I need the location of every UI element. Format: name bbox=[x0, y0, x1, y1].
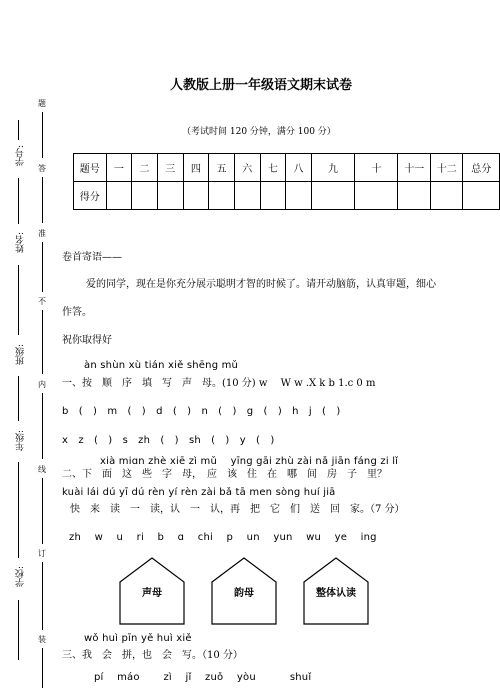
side-underline bbox=[18, 120, 19, 140]
binding-line bbox=[42, 562, 43, 630]
score-table-header-cell: 七 bbox=[260, 154, 286, 182]
q2-letters: zh w u ri b ɑ chi p un yun wu ye ing bbox=[69, 532, 377, 543]
side-char-bu: 不 bbox=[38, 297, 46, 306]
score-cell[interactable] bbox=[157, 182, 183, 210]
intro-line-2: 作答。 bbox=[62, 307, 92, 318]
q2-pinyin: xià miɑn zhè xiē zì mǔ yīng gāi zhù zài nǎ jiān fáng zi lǐ bbox=[100, 456, 399, 467]
intro-line-3: 祝你取得好 bbox=[62, 335, 112, 346]
house-shengmu[interactable] bbox=[119, 557, 185, 625]
score-table-header-cell: 八 bbox=[286, 154, 312, 182]
exam-title: 人教版上册一年级语文期末试卷 bbox=[170, 78, 353, 93]
score-table-header-cell: 题号 bbox=[74, 154, 107, 182]
intro-line-1: 爱的同学，现在是你充分展示聪明才智的时候了。请开动脑筋，认真审题，细心 bbox=[86, 279, 436, 290]
binding-line bbox=[42, 242, 43, 292]
binding-line bbox=[42, 310, 43, 374]
score-cell[interactable] bbox=[463, 182, 500, 210]
q2-instruction: 二、下 面 这 些 字 母， 应 该 住 在 哪 间 房 子 里？ bbox=[62, 469, 387, 480]
score-table-header-cell: 九 bbox=[311, 154, 354, 182]
score-cell[interactable] bbox=[355, 182, 398, 210]
score-cell[interactable] bbox=[398, 182, 431, 210]
side-label-student-id: 学号: bbox=[16, 145, 26, 167]
side-label-class: 班级: bbox=[16, 344, 26, 366]
score-table-header-cell: 十二 bbox=[430, 154, 463, 182]
score-cell[interactable] bbox=[132, 182, 158, 210]
q1-pinyin: àn shùn xù tián xiě shēng mǔ bbox=[84, 360, 239, 371]
side-char-xian: 线 bbox=[38, 465, 46, 474]
q2-pinyin-2: kuài lái dú yī dú rèn yí rèn zài bǎ tā men sòng huí jiā bbox=[62, 487, 336, 498]
q3-instruction: 三、我 会 拼，也 会 写。（10 分） bbox=[62, 650, 243, 661]
side-underline bbox=[18, 600, 19, 660]
intro-heading: 卷首寄语—— bbox=[62, 252, 122, 263]
exam-subtitle: （考试时间 120 分钟，满分 100 分） bbox=[182, 127, 336, 137]
score-cell[interactable] bbox=[183, 182, 209, 210]
side-char-nei: 内 bbox=[38, 380, 46, 389]
house-label: 声母 bbox=[142, 588, 162, 599]
score-table-row-label: 得分 bbox=[74, 182, 107, 210]
q3-pinyin: wǒ huì pīn yě huì xiě bbox=[84, 633, 192, 644]
side-char-da: 答 bbox=[38, 164, 46, 173]
house-yunmu[interactable] bbox=[211, 557, 277, 625]
score-table-header-cell: 五 bbox=[209, 154, 235, 182]
score-table-header-cell: 十一 bbox=[398, 154, 431, 182]
q2-instruction-2: 快 来 读 一 读，认 一 认，再 把 它 们 送 回 家。（7 分） bbox=[70, 504, 405, 515]
score-table-header-cell: 三 bbox=[157, 154, 183, 182]
score-table-header-cell: 一 bbox=[106, 154, 132, 182]
score-cell[interactable] bbox=[311, 182, 354, 210]
binding-line bbox=[42, 177, 43, 223]
score-cell[interactable] bbox=[260, 182, 286, 210]
side-char-zhuang: 装 bbox=[38, 635, 46, 644]
binding-line bbox=[42, 648, 43, 688]
binding-line bbox=[42, 112, 43, 158]
side-label-grade: 年级: bbox=[16, 430, 26, 452]
score-cell[interactable] bbox=[234, 182, 260, 210]
score-table-header-row bbox=[74, 154, 500, 182]
side-char-ti: 题 bbox=[38, 99, 46, 108]
binding-line bbox=[42, 393, 43, 459]
score-table-header-cell: 十 bbox=[355, 154, 398, 182]
score-cell[interactable] bbox=[286, 182, 312, 210]
score-table-header-cell: 四 bbox=[183, 154, 209, 182]
score-table-score-row bbox=[74, 182, 500, 210]
side-underline bbox=[18, 178, 19, 224]
q1-instruction: 一、按 顺 序 填 写 声 母。(10 分) w W w .X k b 1.c 0 m bbox=[62, 378, 376, 389]
side-label-name: 姓名: bbox=[16, 232, 26, 254]
side-underline bbox=[18, 265, 19, 335]
score-cell[interactable] bbox=[106, 182, 132, 210]
score-table-header-cell: 总分 bbox=[463, 154, 500, 182]
score-cell[interactable] bbox=[209, 182, 235, 210]
score-cell[interactable] bbox=[430, 182, 463, 210]
score-table bbox=[73, 153, 500, 210]
side-underline bbox=[18, 462, 19, 558]
side-label-school: 学校: bbox=[16, 566, 26, 588]
q1-row-2: x z ( ) s zh ( ) sh ( ) y ( ) bbox=[62, 435, 275, 446]
score-table-header-cell: 二 bbox=[132, 154, 158, 182]
q3-row-1: pí máo zì jǐ zuǒ yòu shuǐ bbox=[94, 672, 312, 683]
house-label: 韵母 bbox=[234, 588, 254, 599]
binding-line bbox=[42, 478, 43, 544]
house-zhengti-rendu[interactable] bbox=[303, 557, 369, 625]
score-table-header-cell: 六 bbox=[234, 154, 260, 182]
side-char-zhun: 准 bbox=[38, 229, 46, 238]
side-underline bbox=[18, 376, 19, 421]
house-label: 整体认读 bbox=[316, 588, 356, 599]
q1-row-1: b ( ) m ( ) d ( ) n ( ) g ( ) h j ( ) bbox=[62, 406, 341, 417]
side-char-ding: 订 bbox=[38, 549, 46, 558]
